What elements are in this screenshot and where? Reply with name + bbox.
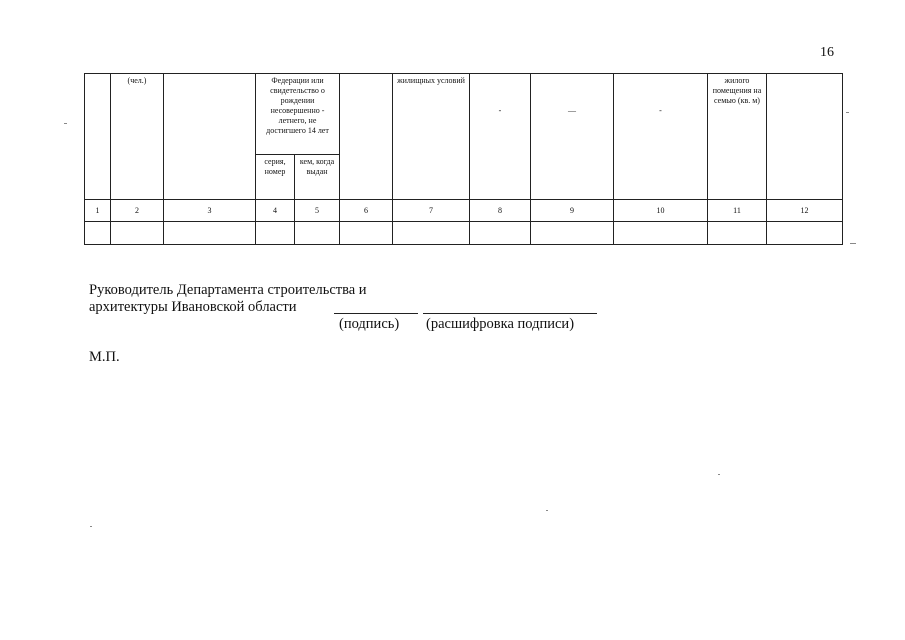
- table-cell: [164, 222, 256, 245]
- table-cell: [614, 222, 708, 245]
- table-cell: [340, 222, 393, 245]
- table-cell: [470, 222, 531, 245]
- signatory-title-line-2: архитектуры Ивановской области: [89, 299, 297, 315]
- column-number-row: [85, 200, 843, 222]
- signature-caption: (подпись): [339, 316, 400, 332]
- table-cell: [295, 222, 340, 245]
- column-number: 7: [393, 200, 470, 222]
- scan-speck: [64, 123, 67, 124]
- column-number: 10: [614, 200, 708, 222]
- header-cell-1: [85, 74, 111, 200]
- header-cell-9: [531, 74, 614, 200]
- signatory-title-line-1: Руководитель Департамента строительства и: [89, 282, 367, 298]
- table-header-row: [85, 74, 843, 155]
- subheader-series-number: серия, номер: [256, 155, 295, 200]
- column-number: 8: [470, 200, 531, 222]
- header-cell-document: Федерации или свидетельство о рождении несовершенно - летнего, не достигшего 14 лет: [256, 74, 340, 155]
- scan-speck: [90, 526, 92, 527]
- column-number: 4: [256, 200, 295, 222]
- stamp-label: М.П.: [89, 349, 120, 365]
- table-row: [85, 222, 843, 245]
- column-number: 12: [767, 200, 843, 222]
- scan-speck: [546, 510, 548, 511]
- header-cell-8: [470, 74, 531, 200]
- header-cell-6: [340, 74, 393, 200]
- dash-mark-10: -: [659, 106, 662, 115]
- column-number: 11: [708, 200, 767, 222]
- header-cell-11: жилого помещения на семью (кв. м): [708, 74, 767, 200]
- subheader-issued-by: кем, когда выдан: [295, 155, 340, 200]
- form-table: [84, 73, 843, 245]
- header-cell-2: (чел.): [111, 74, 164, 200]
- scan-speck: [850, 243, 856, 244]
- dash-mark-9: —: [568, 106, 576, 115]
- column-number: 5: [295, 200, 340, 222]
- column-number: 3: [164, 200, 256, 222]
- header-cell-3: [164, 74, 256, 200]
- signature-line: [334, 313, 418, 314]
- column-number: 9: [531, 200, 614, 222]
- signature-block: [89, 282, 649, 316]
- column-number: 1: [85, 200, 111, 222]
- column-number: 2: [111, 200, 164, 222]
- decoding-caption: (расшифровка подписи): [426, 316, 575, 332]
- dash-mark-8: -: [498, 106, 502, 115]
- table-cell: [393, 222, 470, 245]
- table-cell: [708, 222, 767, 245]
- decoding-line: [423, 313, 597, 314]
- table-cell: [531, 222, 614, 245]
- table-cell: [111, 222, 164, 245]
- table-cell: [256, 222, 295, 245]
- scan-speck: [718, 474, 720, 475]
- header-cell-12: [767, 74, 843, 200]
- table-cell: [767, 222, 843, 245]
- table-cell: [85, 222, 111, 245]
- column-number: 6: [340, 200, 393, 222]
- header-cell-10: [614, 74, 708, 200]
- page-number: 16: [820, 45, 834, 60]
- header-cell-7: жилищных условий: [393, 74, 470, 200]
- scan-speck: [846, 112, 849, 113]
